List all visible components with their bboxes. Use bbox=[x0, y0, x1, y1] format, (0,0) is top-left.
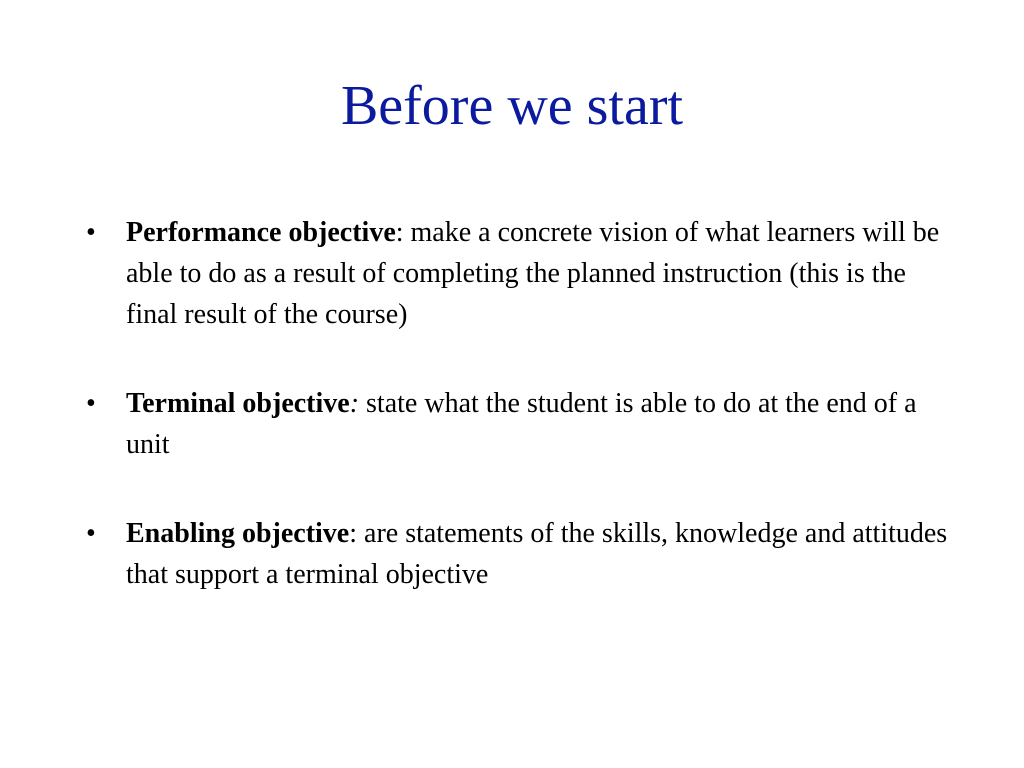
bullet-icon: • bbox=[86, 518, 96, 549]
bullet-separator: : bbox=[395, 217, 404, 248]
bullet-term: Enabling objective bbox=[126, 518, 350, 549]
bullet-separator: : bbox=[349, 388, 360, 419]
bullet-list bbox=[86, 212, 956, 643]
bullet-terminal-objective bbox=[86, 383, 956, 465]
slide-title: Before we start bbox=[340, 75, 684, 137]
bullet-separator: : bbox=[349, 518, 358, 549]
bullet-term: Terminal objective bbox=[126, 388, 350, 419]
bullet-text: state what the student is able to do at the end of a unit bbox=[126, 388, 917, 460]
bullet-performance-objective bbox=[86, 212, 956, 335]
bullet-icon: • bbox=[86, 217, 96, 248]
bullet-icon: • bbox=[86, 388, 96, 419]
bullet-text: are statements of the skills, knowledge and attitudes that support a terminal objective bbox=[126, 518, 948, 590]
bullet-term: Performance objective bbox=[126, 217, 396, 248]
bullet-enabling-objective bbox=[86, 513, 956, 595]
bullet-text: make a concrete vision of what learners will be able to do as a result of completing the planned instruction (this is the final result of the course) bbox=[126, 217, 940, 330]
